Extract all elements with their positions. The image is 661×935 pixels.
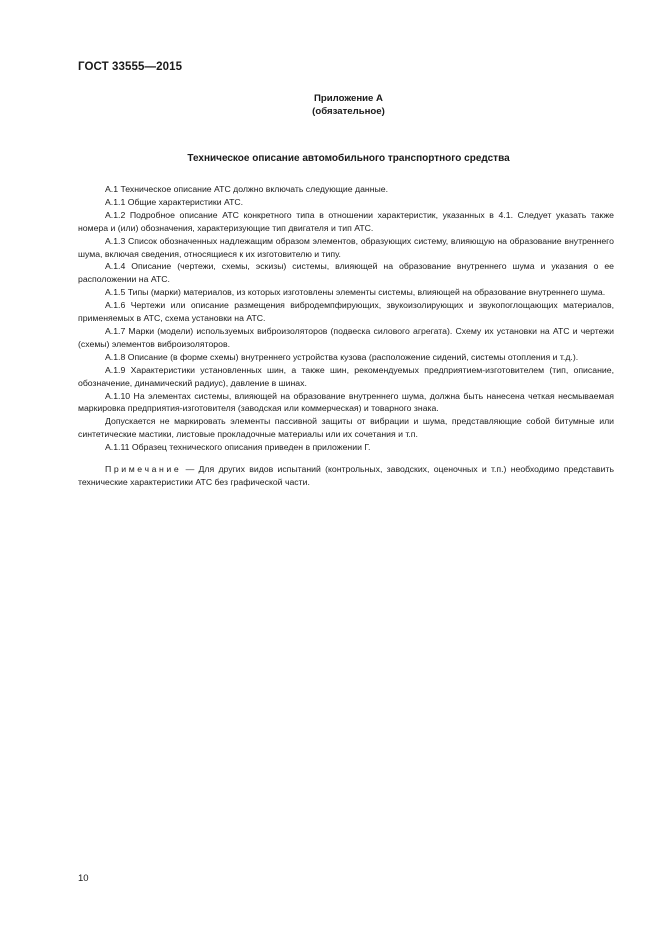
paragraph: А.1.5 Типы (марки) материалов, из которых изготовлены элементы системы, влияющей на образование внутреннего шума. [105, 287, 606, 298]
annex-title: Приложение А [314, 93, 383, 104]
document-title: Техническое описание автомобильного транспортного средства [187, 153, 510, 164]
standard-code: ГОСТ 33555—2015 [78, 61, 183, 73]
paragraph: А.1.1 Общие характеристики АТС. [105, 196, 244, 207]
note-label: Примечание [105, 464, 182, 475]
body-text [78, 183, 614, 489]
paragraph: А.1 Техническое описание АТС должно включать следующие данные. [105, 184, 388, 194]
annex-status: (обязательное) [312, 106, 385, 117]
paragraph: А.1.10 На элементах системы, влияющей на образование внутреннего шума, должна быть нанесена четкая несмываемая маркировка предприятия-изготовителя (заводская или коммерческая) и товарного знака. [78, 390, 614, 414]
note-text: — Для других видов испытаний (контрольных, заводских, оценочных и т.п.) необходимо представить технические характеристики АТС без графической части. [78, 464, 614, 487]
paragraph: А.1.3 Список обозначенных надлежащим образом элементов, образующих систему, влияющую на образование внутреннего шума, включая сведения, относящиеся к их изготовителю и типу. [78, 235, 614, 259]
paragraph: А.1.2 Подробное описание АТС конкретного типа в отношении характеристик, указанных в 4.1. Следует указать также номера и (или) обозначения, характеризующие тип двигателя и тип АТС. [78, 209, 614, 233]
paragraph: А.1.4 Описание (чертежи, схемы, эскизы) системы, влияющей на образование внутреннего шума и указания о ее расположении на АТС. [78, 261, 614, 285]
paragraph: А.1.9 Характеристики установленных шин, а также шин, рекомендуемых предприятием-изготовителем (тип, описание, обозначение, динамический радиус), давление в шинах. [78, 364, 614, 388]
note [78, 463, 614, 489]
paragraph: А.1.6 Чертежи или описание размещения вибродемпфирующих, звукоизолирующих и звукопоглощающих материалов, применяемых в АТС, схема установки на АТС. [78, 300, 614, 324]
paragraph: Допускается не маркировать элементы пассивной защиты от вибрации и шума, представляющие собой битумные или синтетические мастики, листовые прокладочные материалы или их сочетания и т.п. [78, 416, 614, 440]
paragraph: А.1.8 Описание (в форме схемы) внутреннего устройства кузова (расположение сидений, системы отопления и т.д.). [105, 351, 579, 362]
page-number: 10 [78, 873, 89, 884]
paragraph: А.1.7 Марки (модели) используемых виброизоляторов (подвеска силового агрегата). Схему их установки на АТС и чертежи (схемы) элементов виброизоляторов. [78, 325, 614, 349]
paragraph: А.1.11 Образец технического описания приведен в приложении Г. [105, 442, 371, 453]
